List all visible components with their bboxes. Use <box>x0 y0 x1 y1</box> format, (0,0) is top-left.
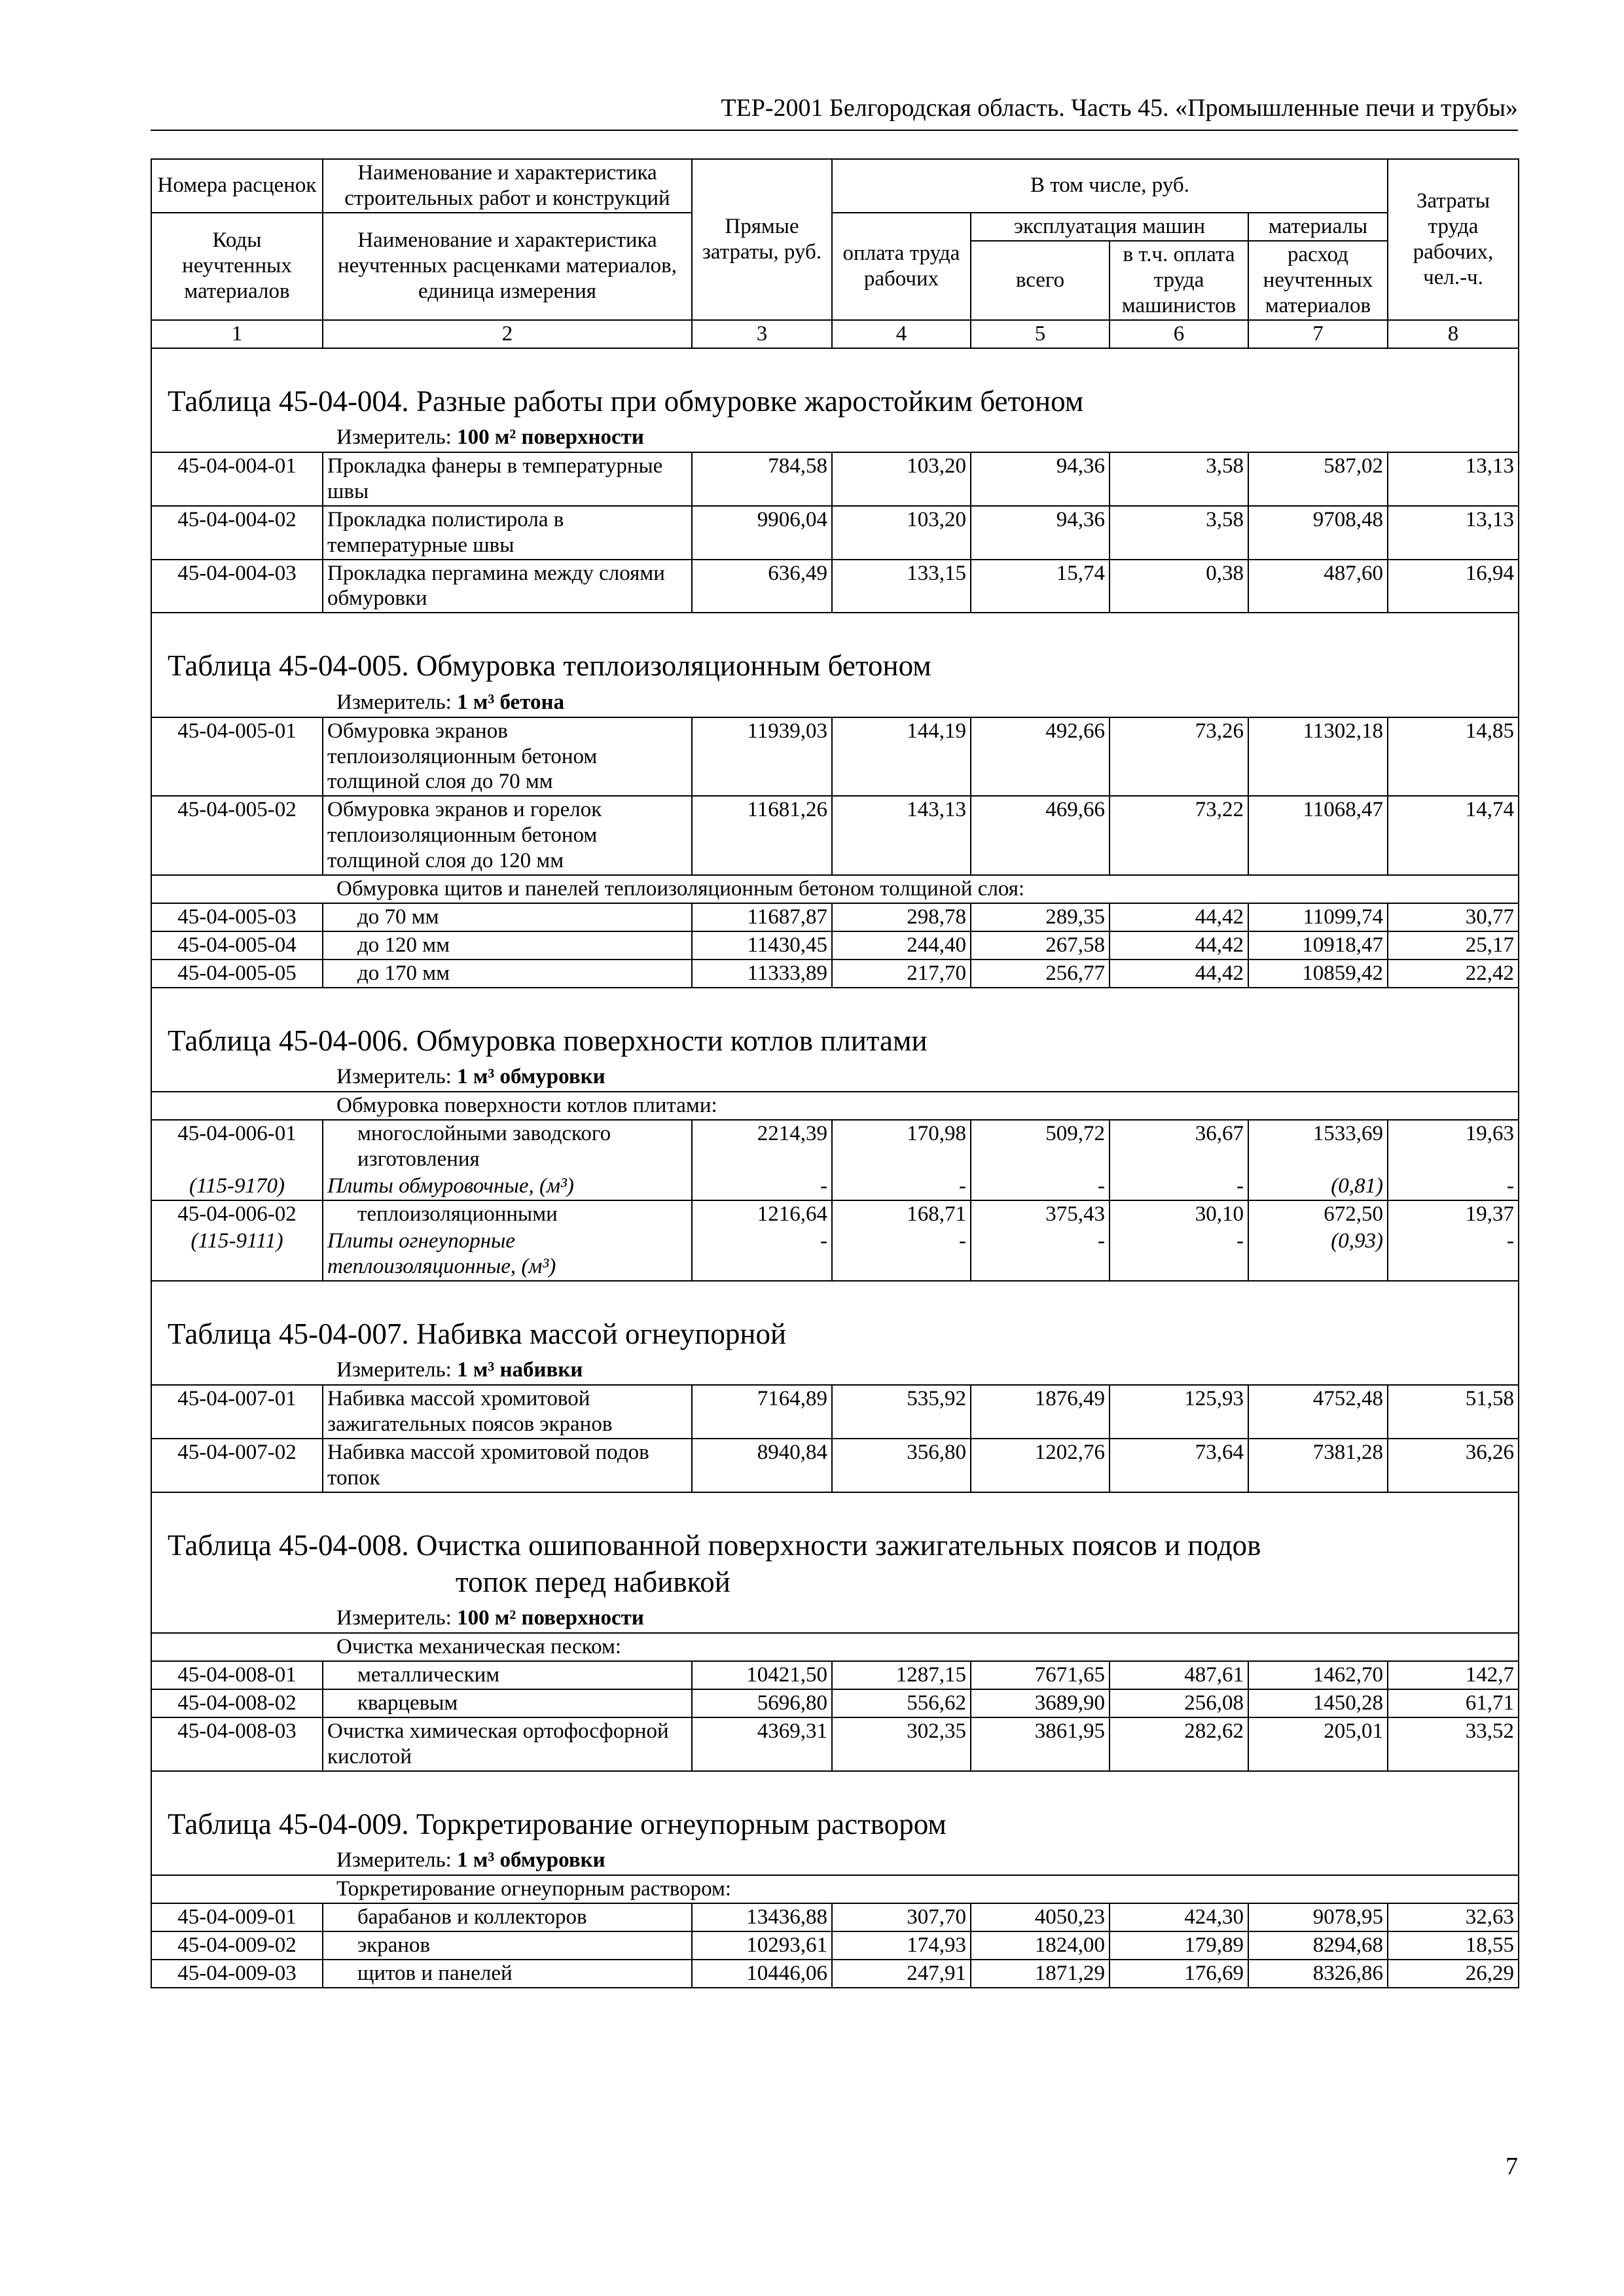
meter-value: 1 м³ обмуровки <box>457 1065 605 1089</box>
col2-header-top: Наименование и характеристика строительных работ и конструкций <box>323 159 692 213</box>
cell-value: 44,42 <box>1110 931 1248 960</box>
table-row <box>151 1717 1519 1771</box>
table-title: Таблица 45-04-006. Обмуровка поверхности котлов плитами <box>151 988 1519 1064</box>
meter-value: 1 м³ бетона <box>457 690 564 714</box>
cell-value: 282,62 <box>1110 1717 1248 1771</box>
cell-value: 636,49 <box>692 560 832 613</box>
cell-value: 13436,88 <box>692 1903 832 1931</box>
col8-header: Затраты труда рабочих, чел.-ч. <box>1388 159 1519 320</box>
table-008-title-row <box>151 1492 1519 1606</box>
cell-value: 487,60 <box>1248 560 1388 613</box>
cell-code: 45-04-005-02 <box>151 796 323 875</box>
cell-value: 10859,42 <box>1248 960 1388 988</box>
cell-value: 13,13 <box>1388 452 1519 506</box>
header-rule <box>151 130 1518 131</box>
cell-code: 45-04-007-02 <box>151 1439 323 1492</box>
page-header-title: ТЕР-2001 Белгородская область. Часть 45. «Промышленные печи и трубы» <box>721 94 1518 122</box>
cell-value: 1202,76 <box>971 1439 1110 1492</box>
cell-text: Прокладка полистирола в температурные швы <box>323 506 692 560</box>
cell-value: 11099,74 <box>1248 903 1388 931</box>
section-subheader-row <box>151 1633 1519 1661</box>
cell-value: 1287,15 <box>832 1661 971 1689</box>
cell-value: 244,40 <box>832 931 971 960</box>
cell-value: 1216,64 <box>692 1200 832 1228</box>
section-subheader: Обмуровка поверхности котлов плитами: <box>151 1092 1519 1120</box>
cell-value: 3,58 <box>1110 452 1248 506</box>
cell-value: - <box>692 1228 832 1281</box>
table-row <box>151 452 1519 506</box>
cell-value: 1871,29 <box>971 1960 1110 1988</box>
cell-value: 9078,95 <box>1248 1903 1388 1931</box>
cell-value: 487,61 <box>1110 1661 1248 1689</box>
cell-value: 19,63 <box>1388 1120 1519 1173</box>
table-title: Таблица 45-04-009. Торкретирование огнеупорным раствором <box>151 1771 1519 1848</box>
cell-value: 10421,50 <box>692 1661 832 1689</box>
cell-value: - <box>832 1228 971 1281</box>
table-004-meter-row <box>151 425 1519 452</box>
cell-value: 298,78 <box>832 903 971 931</box>
column-header-row-2 <box>151 213 1519 241</box>
cell-value: 3861,95 <box>971 1717 1110 1771</box>
cell-value: 1824,00 <box>971 1931 1110 1960</box>
cell-value: 25,17 <box>1388 931 1519 960</box>
cell-value: 32,63 <box>1388 1903 1519 1931</box>
cell-value: 26,29 <box>1388 1960 1519 1988</box>
table-row <box>151 1120 1519 1173</box>
cell-value: 11068,47 <box>1248 796 1388 875</box>
cell-value: 73,22 <box>1110 796 1248 875</box>
cell-value: 289,35 <box>971 903 1110 931</box>
cell-code: 45-04-007-01 <box>151 1385 323 1439</box>
col-number: 6 <box>1110 320 1248 348</box>
cell-value: 535,92 <box>832 1385 971 1439</box>
cell-value: 7164,89 <box>692 1385 832 1439</box>
cell-value: 30,77 <box>1388 903 1519 931</box>
cell-value: 36,67 <box>1110 1120 1248 1173</box>
section-subheader-row <box>151 875 1519 903</box>
col-number: 3 <box>692 320 832 348</box>
cell-code: 45-04-004-02 <box>151 506 323 560</box>
cell-text: до 70 мм <box>323 903 692 931</box>
column-number-row <box>151 320 1519 348</box>
cell-text: щитов и панелей <box>323 1960 692 1988</box>
table-row <box>151 1439 1519 1492</box>
table-row <box>151 717 1519 797</box>
col-number: 2 <box>323 320 692 348</box>
cell-value: - <box>832 1173 971 1200</box>
cell-value: 11302,18 <box>1248 717 1388 797</box>
cell-value: 10446,06 <box>692 1960 832 1988</box>
cell-code: 45-04-008-03 <box>151 1717 323 1771</box>
section-subheader-row <box>151 1092 1519 1120</box>
meter-value: 1 м³ обмуровки <box>457 1848 605 1872</box>
meter-value: 100 м² поверхности <box>457 1606 644 1630</box>
cell-value: 13,13 <box>1388 506 1519 560</box>
cell-code: 45-04-005-04 <box>151 931 323 960</box>
cell-text <box>151 690 1519 717</box>
cell-value: 784,58 <box>692 452 832 506</box>
cell-value: 4050,23 <box>971 1903 1110 1931</box>
cell-value: - <box>971 1173 1110 1200</box>
cell-value: 73,64 <box>1110 1439 1248 1492</box>
cell-value: 4369,31 <box>692 1717 832 1771</box>
cell-text <box>151 1064 1519 1092</box>
machines-header: эксплуатация машин <box>971 213 1248 241</box>
cell-value: 44,42 <box>1110 960 1248 988</box>
cell-value: 143,13 <box>832 796 971 875</box>
cell-value: 9708,48 <box>1248 506 1388 560</box>
cell-text <box>151 1357 1519 1385</box>
section-subheader: Очистка механическая песком: <box>151 1633 1519 1661</box>
table-009-title-row <box>151 1771 1519 1848</box>
cell-value: 176,69 <box>1110 1960 1248 1988</box>
material-row <box>151 1173 1519 1200</box>
cell-value: 7671,65 <box>971 1661 1110 1689</box>
cell-value: 3,58 <box>1110 506 1248 560</box>
cell-code: 45-04-005-01 <box>151 717 323 797</box>
cell-code: (115-9170) <box>151 1173 323 1200</box>
table-row <box>151 1661 1519 1689</box>
cell-value: 94,36 <box>971 452 1110 506</box>
cell-text: Набивка массой хромитовой зажигательных поясов экранов <box>323 1385 692 1439</box>
col6-header: в т.ч. оплата труда машинистов <box>1110 241 1248 320</box>
cell-value: 16,94 <box>1388 560 1519 613</box>
cell-code: 45-04-006-01 <box>151 1120 323 1173</box>
table-row <box>151 1903 1519 1931</box>
col7-header: расход неучтенных материалов <box>1248 241 1388 320</box>
table-row <box>151 931 1519 960</box>
col-number: 5 <box>971 320 1110 348</box>
cell-value: 18,55 <box>1388 1931 1519 1960</box>
table-title: Таблица 45-04-007. Набивка массой огнеупорной <box>151 1281 1519 1357</box>
cell-value: 144,19 <box>832 717 971 797</box>
meter-label: Измеритель: <box>336 1606 452 1630</box>
table-006-title-row <box>151 988 1519 1064</box>
cell-value: 307,70 <box>832 1903 971 1931</box>
table-row <box>151 903 1519 931</box>
cell-code: 45-04-008-01 <box>151 1661 323 1689</box>
table-006-meter-row <box>151 1064 1519 1092</box>
cell-value: 8940,84 <box>692 1439 832 1492</box>
col3-header: Прямые затраты, руб. <box>692 159 832 320</box>
cell-value: 256,08 <box>1110 1689 1248 1717</box>
cell-text: барабанов и коллекторов <box>323 1903 692 1931</box>
table-title-line-1: Таблица 45-04-008. Очистка ошипованной поверхности зажигательных поясов и подов <box>168 1528 1261 1562</box>
cell-text: кварцевым <box>323 1689 692 1717</box>
table-005-meter-row <box>151 690 1519 717</box>
cell-text: Прокладка фанеры в температурные швы <box>323 452 692 506</box>
meter-label: Измеритель: <box>336 1357 452 1382</box>
cell-value: 30,10 <box>1110 1200 1248 1228</box>
table-title: Таблица 45-04-004. Разные работы при обмуровке жаростойким бетоном <box>151 348 1519 425</box>
cell-value: 492,66 <box>971 717 1110 797</box>
section-subheader-row <box>151 1875 1519 1903</box>
cell-text: до 170 мм <box>323 960 692 988</box>
page-number: 7 <box>1506 2153 1518 2180</box>
cell-value: 7381,28 <box>1248 1439 1388 1492</box>
cell-value: 256,77 <box>971 960 1110 988</box>
cell-code: 45-04-005-03 <box>151 903 323 931</box>
cell-code: 45-04-006-02 <box>151 1200 323 1228</box>
table-007-title-row <box>151 1281 1519 1357</box>
cell-code: 45-04-009-02 <box>151 1931 323 1960</box>
cell-value: 125,93 <box>1110 1385 1248 1439</box>
materials-header: материалы <box>1248 213 1388 241</box>
cell-value: 205,01 <box>1248 1717 1388 1771</box>
table-row <box>151 960 1519 988</box>
cell-value: 10293,61 <box>692 1931 832 1960</box>
cell-value: 44,42 <box>1110 903 1248 931</box>
cell-value: 4752,48 <box>1248 1385 1388 1439</box>
cell-value: 0,38 <box>1110 560 1248 613</box>
cell-text <box>151 1848 1519 1875</box>
cell-value: 51,58 <box>1388 1385 1519 1439</box>
cell-value: 375,43 <box>971 1200 1110 1228</box>
cell-value: 8326,86 <box>1248 1960 1388 1988</box>
cell-text: до 120 мм <box>323 931 692 960</box>
cell-code: (115-9111) <box>151 1228 323 1281</box>
table-title: Таблица 45-04-005. Обмуровка теплоизоляционным бетоном <box>151 613 1519 689</box>
cell-text: Обмуровка экранов и горелок теплоизоляционным бетоном толщиной слоя до 120 мм <box>323 796 692 875</box>
meter-value: 1 м³ набивки <box>457 1357 583 1382</box>
cell-text: Очистка химическая ортофосфорной кислотой <box>323 1717 692 1771</box>
cell-value: 1450,28 <box>1248 1689 1388 1717</box>
col4-header: оплата труда рабочих <box>832 213 971 320</box>
cell-value: 33,52 <box>1388 1717 1519 1771</box>
table-title <box>151 1492 1519 1606</box>
cell-value: 11430,45 <box>692 931 832 960</box>
cell-value: 19,37 <box>1388 1200 1519 1228</box>
cell-code: 45-04-009-03 <box>151 1960 323 1988</box>
col5-header: всего <box>971 241 1110 320</box>
cell-text <box>151 425 1519 452</box>
cell-value: 103,20 <box>832 506 971 560</box>
cell-text: теплоизоляционными <box>323 1200 692 1228</box>
table-005-title-row <box>151 613 1519 689</box>
cell-value: 267,58 <box>971 931 1110 960</box>
cell-text: Прокладка пергамина между слоями обмуровки <box>323 560 692 613</box>
cell-value: 61,71 <box>1388 1689 1519 1717</box>
cell-value: 9906,04 <box>692 506 832 560</box>
cell-text: Набивка массой хромитовой подов топок <box>323 1439 692 1492</box>
cell-value: 170,98 <box>832 1120 971 1173</box>
cell-value: 174,93 <box>832 1931 971 1960</box>
cell-value: 179,89 <box>1110 1931 1248 1960</box>
cell-value: 11681,26 <box>692 796 832 875</box>
cell-value: 11687,87 <box>692 903 832 931</box>
col-number: 4 <box>832 320 971 348</box>
cell-text: экранов <box>323 1931 692 1960</box>
table-row <box>151 1385 1519 1439</box>
in-total-header: В том числе, руб. <box>832 159 1388 213</box>
cell-value: 1533,69 <box>1248 1120 1388 1173</box>
cell-value: - <box>1110 1173 1248 1200</box>
cell-value: 1462,70 <box>1248 1661 1388 1689</box>
cell-value: 5696,80 <box>692 1689 832 1717</box>
cell-value: 217,70 <box>832 960 971 988</box>
cell-code: 45-04-008-02 <box>151 1689 323 1717</box>
cell-value: 142,7 <box>1388 1661 1519 1689</box>
cell-value: - <box>1110 1228 1248 1281</box>
table-row <box>151 560 1519 613</box>
section-subheader: Обмуровка щитов и панелей теплоизоляционным бетоном толщиной слоя: <box>151 875 1519 903</box>
cell-value: 8294,68 <box>1248 1931 1388 1960</box>
cell-text <box>151 1605 1519 1633</box>
cell-value: 11939,03 <box>692 717 832 797</box>
cell-code: 45-04-005-05 <box>151 960 323 988</box>
cell-value: 94,36 <box>971 506 1110 560</box>
column-header-row-1 <box>151 159 1519 213</box>
cell-value: 1876,49 <box>971 1385 1110 1439</box>
cell-value: 11333,89 <box>692 960 832 988</box>
col-number: 1 <box>151 320 323 348</box>
cell-text: Плиты огнеупорные теплоизоляционные, (м³) <box>323 1228 692 1281</box>
cell-value: 556,62 <box>832 1689 971 1717</box>
cell-value: 103,20 <box>832 452 971 506</box>
rates-table <box>151 158 1519 1988</box>
cell-value: 469,66 <box>971 796 1110 875</box>
cell-value: 10918,47 <box>1248 931 1388 960</box>
cell-value: 672,50 <box>1248 1200 1388 1228</box>
cell-value: 356,80 <box>832 1439 971 1492</box>
col2-header-bottom: Наименование и характеристика неучтенных расценками материалов, единица измерения <box>323 213 692 320</box>
cell-code: 45-04-004-03 <box>151 560 323 613</box>
meter-label: Измеритель: <box>336 425 452 449</box>
cell-value: 36,26 <box>1388 1439 1519 1492</box>
table-004-title-row <box>151 348 1519 425</box>
cell-value: - <box>692 1173 832 1200</box>
cell-value: 424,30 <box>1110 1903 1248 1931</box>
table-008-meter-row <box>151 1605 1519 1633</box>
section-subheader: Торкретирование огнеупорным раствором: <box>151 1875 1519 1903</box>
table-row <box>151 1931 1519 1960</box>
meter-label: Измеритель: <box>336 1065 452 1089</box>
meter-label: Измеритель: <box>336 1848 452 1872</box>
cell-text: многослойными заводского изготовления <box>323 1120 692 1173</box>
table-row <box>151 1200 1519 1228</box>
cell-text: Обмуровка экранов теплоизоляционным бетоном толщиной слоя до 70 мм <box>323 717 692 797</box>
cell-code: 45-04-004-01 <box>151 452 323 506</box>
cell-text: металлическим <box>323 1661 692 1689</box>
cell-value: 168,71 <box>832 1200 971 1228</box>
cell-value: 133,15 <box>832 560 971 613</box>
table-row <box>151 506 1519 560</box>
cell-value: 22,42 <box>1388 960 1519 988</box>
table-title-line-2: топок перед набивкой <box>456 1565 731 1598</box>
cell-text: Плиты обмуровочные, (м³) <box>323 1173 692 1200</box>
cell-value: (0,81) <box>1248 1173 1388 1200</box>
cell-value: 509,72 <box>971 1120 1110 1173</box>
cell-value: 14,85 <box>1388 717 1519 797</box>
cell-value: - <box>971 1228 1110 1281</box>
col1-header-top: Номера расценок <box>151 159 323 213</box>
cell-value: (0,93) <box>1248 1228 1388 1281</box>
cell-value: 3689,90 <box>971 1689 1110 1717</box>
meter-value: 100 м² поверхности <box>457 425 644 449</box>
material-row <box>151 1228 1519 1281</box>
cell-value: 587,02 <box>1248 452 1388 506</box>
cell-value: - <box>1388 1173 1519 1200</box>
cell-value: 15,74 <box>971 560 1110 613</box>
cell-value: - <box>1388 1228 1519 1281</box>
cell-value: 247,91 <box>832 1960 971 1988</box>
col1-header-bottom: Коды неучтенных материалов <box>151 213 323 320</box>
table-row <box>151 796 1519 875</box>
cell-value: 2214,39 <box>692 1120 832 1173</box>
col-number: 8 <box>1388 320 1519 348</box>
cell-value: 302,35 <box>832 1717 971 1771</box>
cell-value: 73,26 <box>1110 717 1248 797</box>
table-007-meter-row <box>151 1357 1519 1385</box>
table-row <box>151 1689 1519 1717</box>
table-row <box>151 1960 1519 1988</box>
cell-code: 45-04-009-01 <box>151 1903 323 1931</box>
table-009-meter-row <box>151 1848 1519 1875</box>
cell-value: 14,74 <box>1388 796 1519 875</box>
meter-label: Измеритель: <box>336 690 452 714</box>
col-number: 7 <box>1248 320 1388 348</box>
